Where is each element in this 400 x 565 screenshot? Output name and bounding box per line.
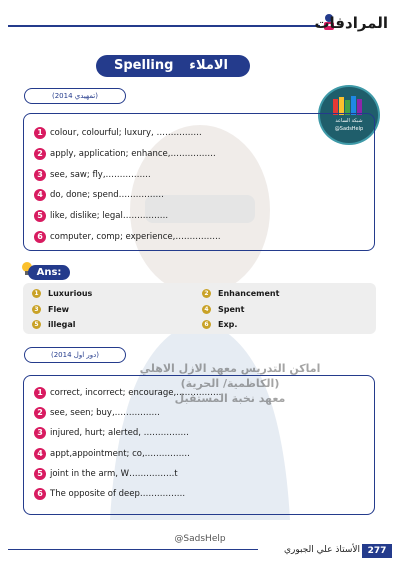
question-text: like, dislike; legal……………. [50, 211, 169, 221]
question-text: do, done; spend……………. [50, 190, 164, 200]
question-text: computer, comp; experience,……………. [50, 232, 221, 242]
footer-handle: @SadsHelp [174, 534, 226, 544]
question-number: 5 [34, 210, 46, 222]
section-title-en: Spelling [114, 58, 174, 73]
answers-label: Ans: [28, 265, 70, 280]
question-row [34, 210, 169, 224]
watermark-line2: (الكاظمية/ الحرية) [180, 377, 280, 390]
answer-number: 4 [202, 305, 211, 314]
answer-item [32, 320, 76, 332]
answer-text: Luxurious [48, 289, 93, 298]
question-row [34, 407, 160, 421]
answer-number: 3 [32, 305, 41, 314]
question-number: 6 [34, 488, 46, 500]
page-number: 277 [362, 544, 392, 558]
question-text: appt,appointment; co,……………. [50, 449, 190, 459]
exam1-tag: (تمهيدي 2014) [24, 88, 126, 104]
question-number: 4 [34, 448, 46, 460]
answer-text: Exp. [218, 320, 238, 329]
answer-text: Enhancement [218, 289, 280, 298]
question-number: 3 [34, 169, 46, 181]
question-number: 2 [34, 407, 46, 419]
question-text: see, seen; buy,……………. [50, 408, 160, 418]
section-title-pill [96, 55, 250, 77]
teacher-name: الأستاذ علي الجبوري [283, 545, 360, 555]
answer-number: 1 [32, 289, 41, 298]
question-number: 5 [34, 468, 46, 480]
answer-text: illegal [48, 320, 76, 329]
section-title-ar: الاملاء [189, 58, 228, 73]
question-text: colour, colourful; luxury, ……………. [50, 128, 202, 138]
answer-item [32, 289, 93, 301]
page-title: المرادفات [314, 14, 388, 32]
header-divider [8, 25, 320, 27]
question-row [34, 468, 178, 482]
answer-number: 5 [32, 320, 41, 329]
question-row [34, 448, 190, 462]
question-text: apply, application; enhance,……………. [50, 149, 216, 159]
question-number: 3 [34, 427, 46, 439]
question-row [34, 148, 216, 162]
answer-number: 2 [202, 289, 211, 298]
question-row [34, 387, 222, 401]
answer-text: Flew [48, 305, 70, 314]
answer-item [202, 320, 238, 332]
question-row [34, 231, 221, 245]
question-row [34, 189, 164, 203]
watermark-line3: معهد نخبة المستقبل [174, 392, 286, 405]
question-text: The opposite of deep……………. [50, 489, 186, 499]
logo-line2: @SadsHelp [334, 126, 364, 132]
question-row [34, 427, 189, 441]
answer-number: 6 [202, 320, 211, 329]
answer-item [32, 305, 70, 317]
footer-divider [8, 549, 258, 550]
answer-text: Spent [218, 305, 245, 314]
question-text: joint in the arm, W…………….t [50, 469, 178, 479]
question-number: 4 [34, 189, 46, 201]
question-number: 1 [34, 127, 46, 139]
question-row [34, 488, 186, 502]
question-number: 1 [34, 387, 46, 399]
answer-item [202, 305, 245, 317]
question-row [34, 127, 202, 141]
exam2-tag: (دور اول 2014) [24, 347, 126, 363]
question-number: 2 [34, 148, 46, 160]
watermark-line1: اماكن التدريس معهد الازل الاهلي [139, 362, 321, 375]
answer-item [202, 289, 280, 301]
question-row [34, 169, 151, 183]
logo-line1: شبكة الساعد [335, 118, 363, 124]
question-text: correct, incorrect; encourage,……………. [50, 388, 222, 398]
question-text: see, saw; fly,……………. [50, 170, 151, 180]
question-text: injured, hurt; alerted, ……………. [50, 428, 189, 438]
question-number: 6 [34, 231, 46, 243]
